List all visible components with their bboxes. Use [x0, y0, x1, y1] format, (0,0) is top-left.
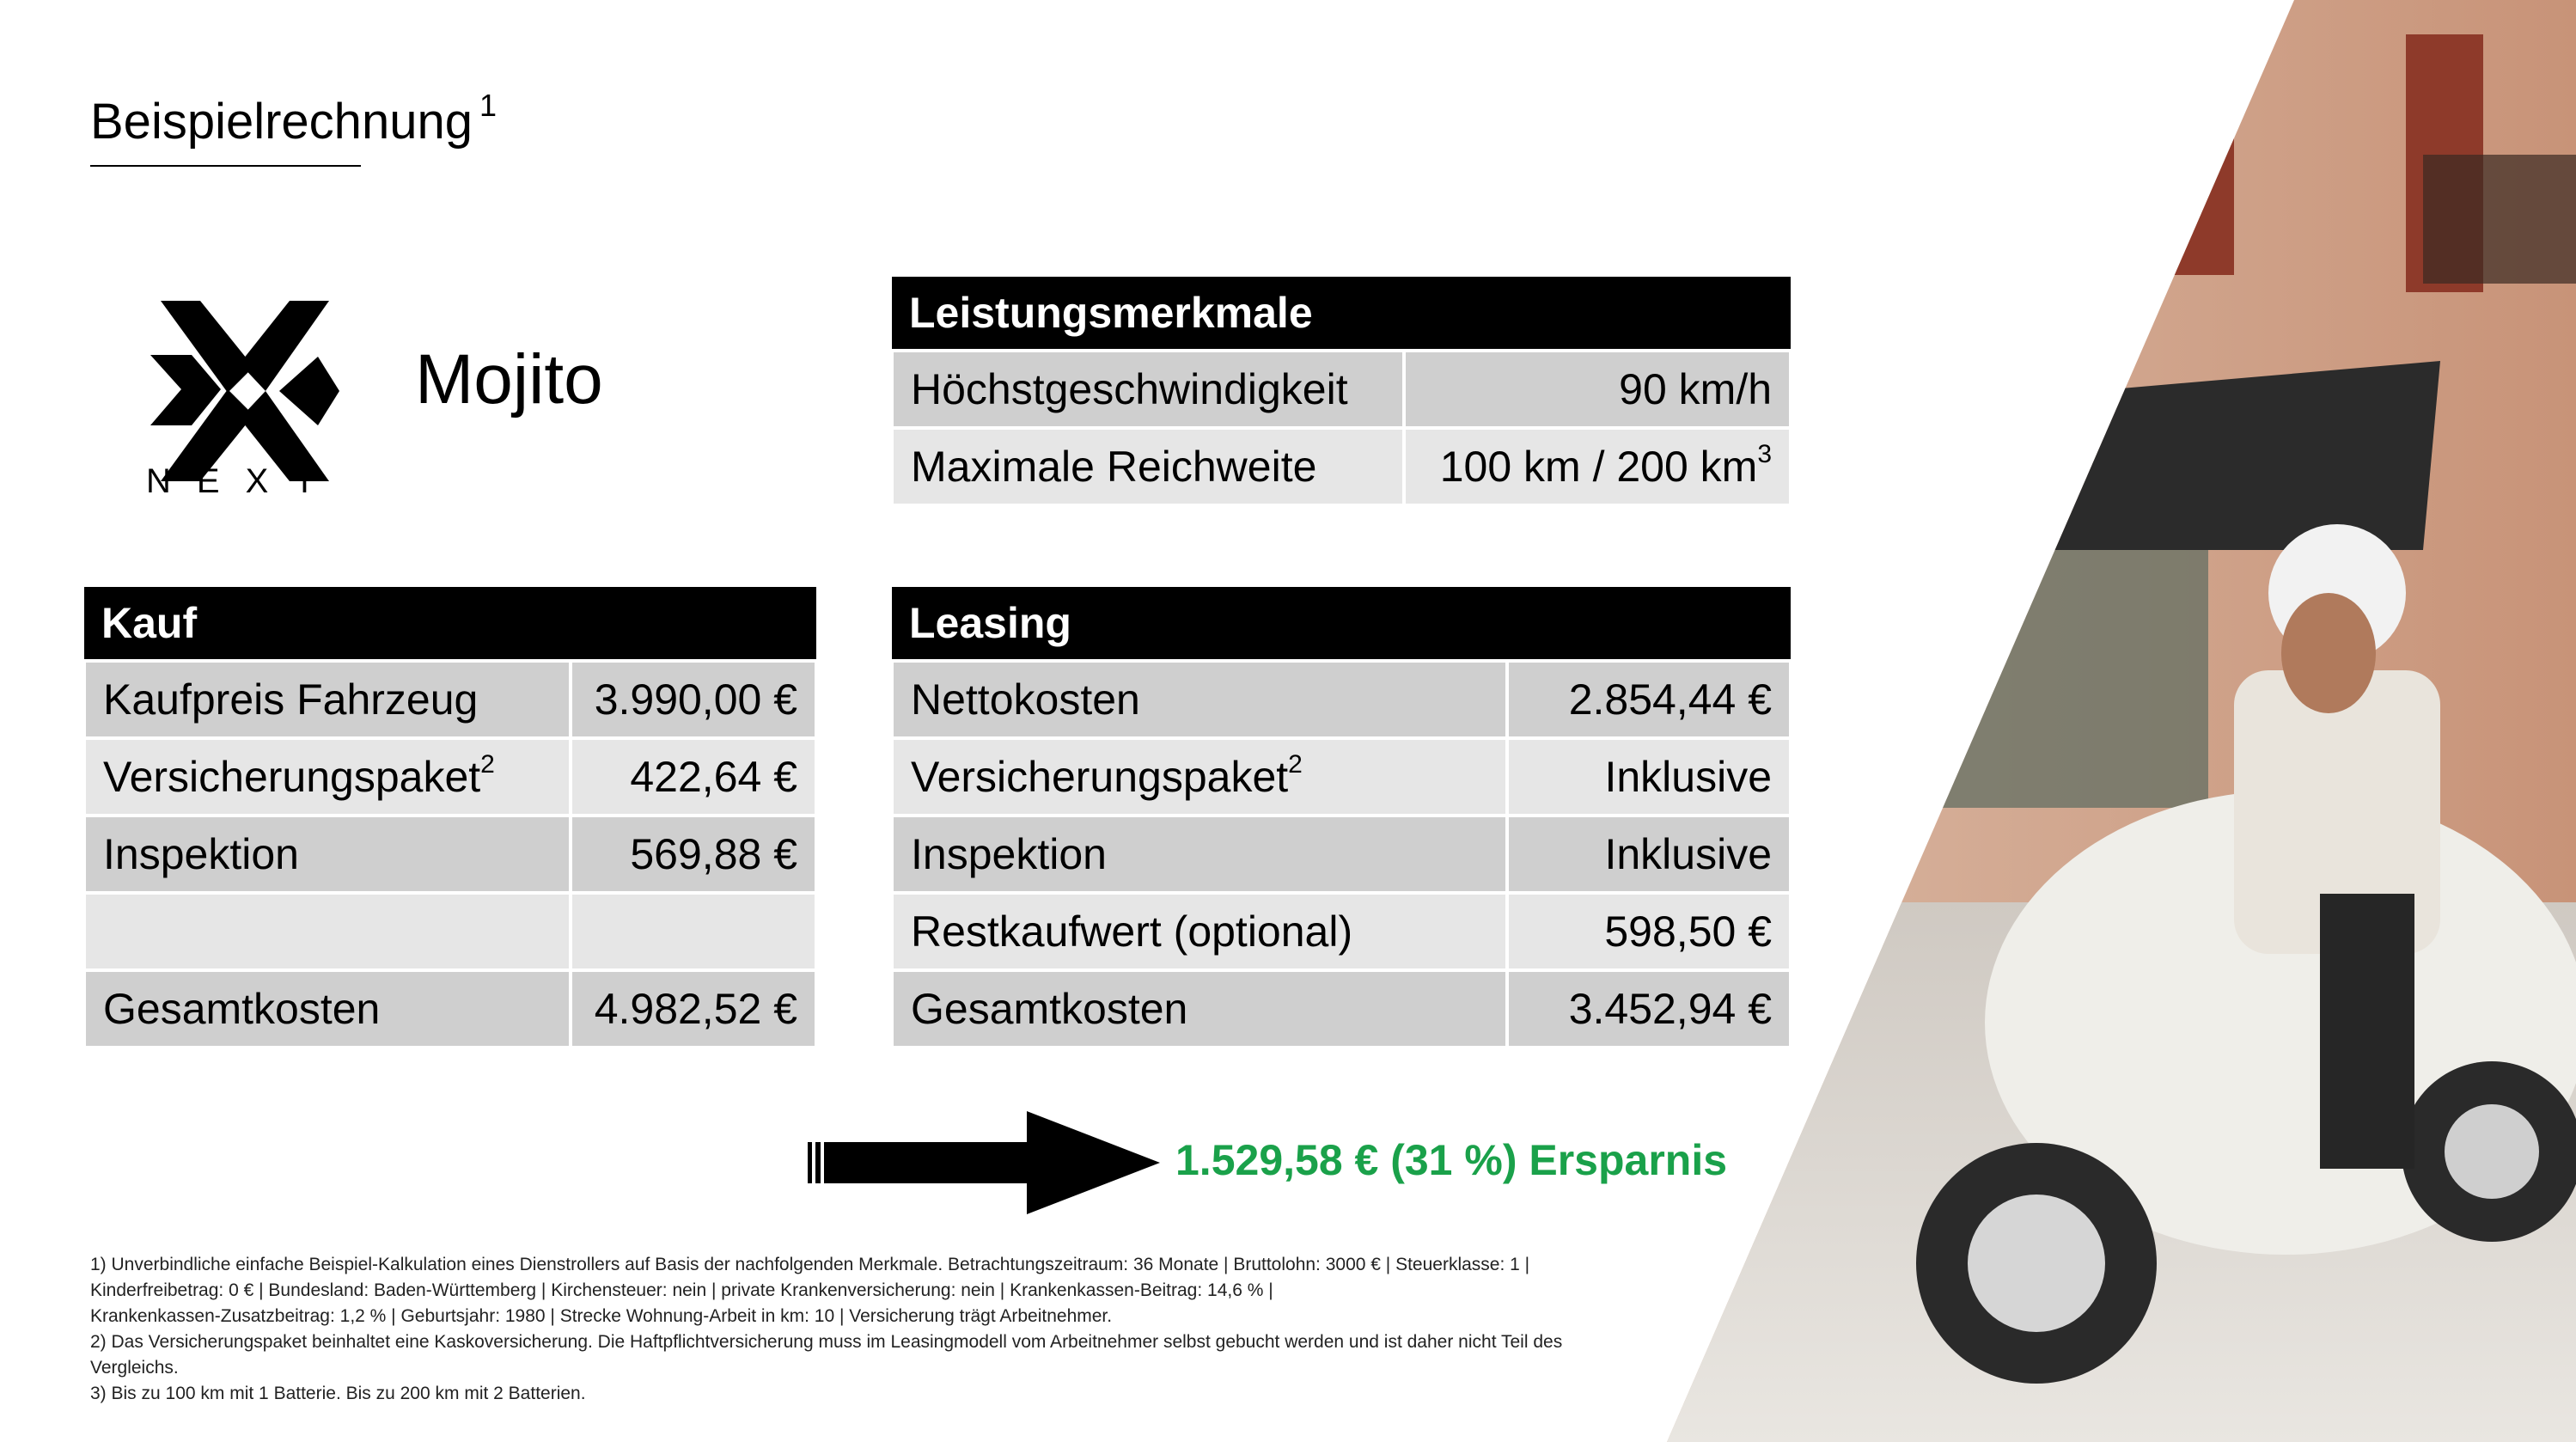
table-row	[892, 661, 1791, 738]
table-row	[892, 351, 1791, 428]
row-label: Nettokosten	[892, 661, 1507, 738]
footnote-ref: 2	[1288, 750, 1303, 779]
footnote-line: Vergleichs.	[90, 1358, 179, 1378]
arrow-right-icon	[808, 1111, 1160, 1214]
page-title-text: Beispielrechnung	[90, 94, 473, 150]
row-value: 3.990,00 €	[571, 661, 816, 738]
model-name: Mojito	[415, 340, 603, 419]
table-row-empty	[84, 893, 816, 970]
row-value: 422,64 €	[571, 738, 816, 816]
footnote-line: Kinderfreibetrag: 0 € | Bundesland: Baden-Württemberg | Kirchensteuer: nein | private Krankenversicherung: nein | Krankenkassen-Beitrag: 14,6 % |	[90, 1280, 1273, 1300]
leasing-table	[890, 587, 1792, 1049]
performance-table	[890, 277, 1792, 507]
row-label-text: Versicherungspaket	[911, 753, 1289, 801]
footnote-line: Krankenkassen-Zusatzbeitrag: 1,2 % | Geburtsjahr: 1980 | Strecke Wohnung-Arbeit in km: 10 | Versicherung trägt Arbeitnehmer.	[90, 1306, 1113, 1326]
title-underline	[90, 165, 361, 167]
row-label-text: Versicherungspaket	[103, 753, 481, 801]
footnote-ref: 2	[480, 750, 495, 779]
table-row	[892, 428, 1791, 505]
table-row-total	[892, 970, 1791, 1048]
row-label	[892, 738, 1507, 816]
table-row	[84, 661, 816, 738]
brand-name: NEXT	[146, 462, 341, 500]
savings-text: 1.529,58 € (31 %) Ersparnis	[1175, 1136, 1728, 1184]
row-value: 598,50 €	[1507, 893, 1791, 970]
footnote-line: 1) Unverbindliche einfache Beispiel-Kalkulation eines Dienstrollers auf Basis der nachfolgenden Merkmale. Betrachtungszeitraum: 36 Monate | Bruttolohn: 3000 € | Steuerklasse: 1 |	[90, 1255, 1530, 1274]
page-title	[90, 88, 497, 150]
table-row	[892, 893, 1791, 970]
row-value	[571, 893, 816, 970]
row-label: Höchstgeschwindigkeit	[892, 351, 1404, 428]
table-row-total	[84, 970, 816, 1048]
row-value: 3.452,94 €	[1507, 970, 1791, 1048]
row-value: 569,88 €	[571, 816, 816, 893]
row-label: Inspektion	[892, 816, 1507, 893]
row-value: 2.854,44 €	[1507, 661, 1791, 738]
row-label: Maximale Reichweite	[892, 428, 1404, 505]
row-label: Inspektion	[84, 816, 571, 893]
row-label: Gesamtkosten	[892, 970, 1507, 1048]
footnote-ref: 3	[1757, 440, 1773, 468]
row-label	[84, 738, 571, 816]
table-row	[84, 738, 816, 816]
footnote-line: 2) Das Versicherungspaket beinhaltet eine Kaskoversicherung. Die Haftpflichtversicherung muss im Leasingmodell vom Arbeitnehmer selbst gebucht werden und ist daher nicht Teil des	[90, 1332, 1563, 1352]
table-row	[892, 816, 1791, 893]
purchase-table	[82, 587, 818, 1049]
row-label: Kaufpreis Fahrzeug	[84, 661, 571, 738]
row-label	[84, 893, 571, 970]
performance-heading: Leistungsmerkmale	[892, 277, 1791, 351]
purchase-heading: Kauf	[84, 587, 816, 661]
row-label: Restkaufwert (optional)	[892, 893, 1507, 970]
row-value-text: 100 km / 200 km	[1439, 443, 1758, 491]
row-label: Gesamtkosten	[84, 970, 571, 1048]
scooter-rider-photo	[1667, 0, 2576, 1442]
row-value: Inklusive	[1507, 738, 1791, 816]
row-value: Inklusive	[1507, 816, 1791, 893]
footnotes	[90, 1252, 1706, 1407]
footnote-line: 3) Bis zu 100 km mit 1 Batterie. Bis zu 200 km mit 2 Batterien.	[90, 1384, 586, 1403]
page-title-footnote-ref: 1	[479, 88, 497, 123]
table-row	[84, 816, 816, 893]
leasing-heading: Leasing	[892, 587, 1791, 661]
row-value: 4.982,52 €	[571, 970, 816, 1048]
row-value: 90 km/h	[1404, 351, 1791, 428]
table-row	[892, 738, 1791, 816]
